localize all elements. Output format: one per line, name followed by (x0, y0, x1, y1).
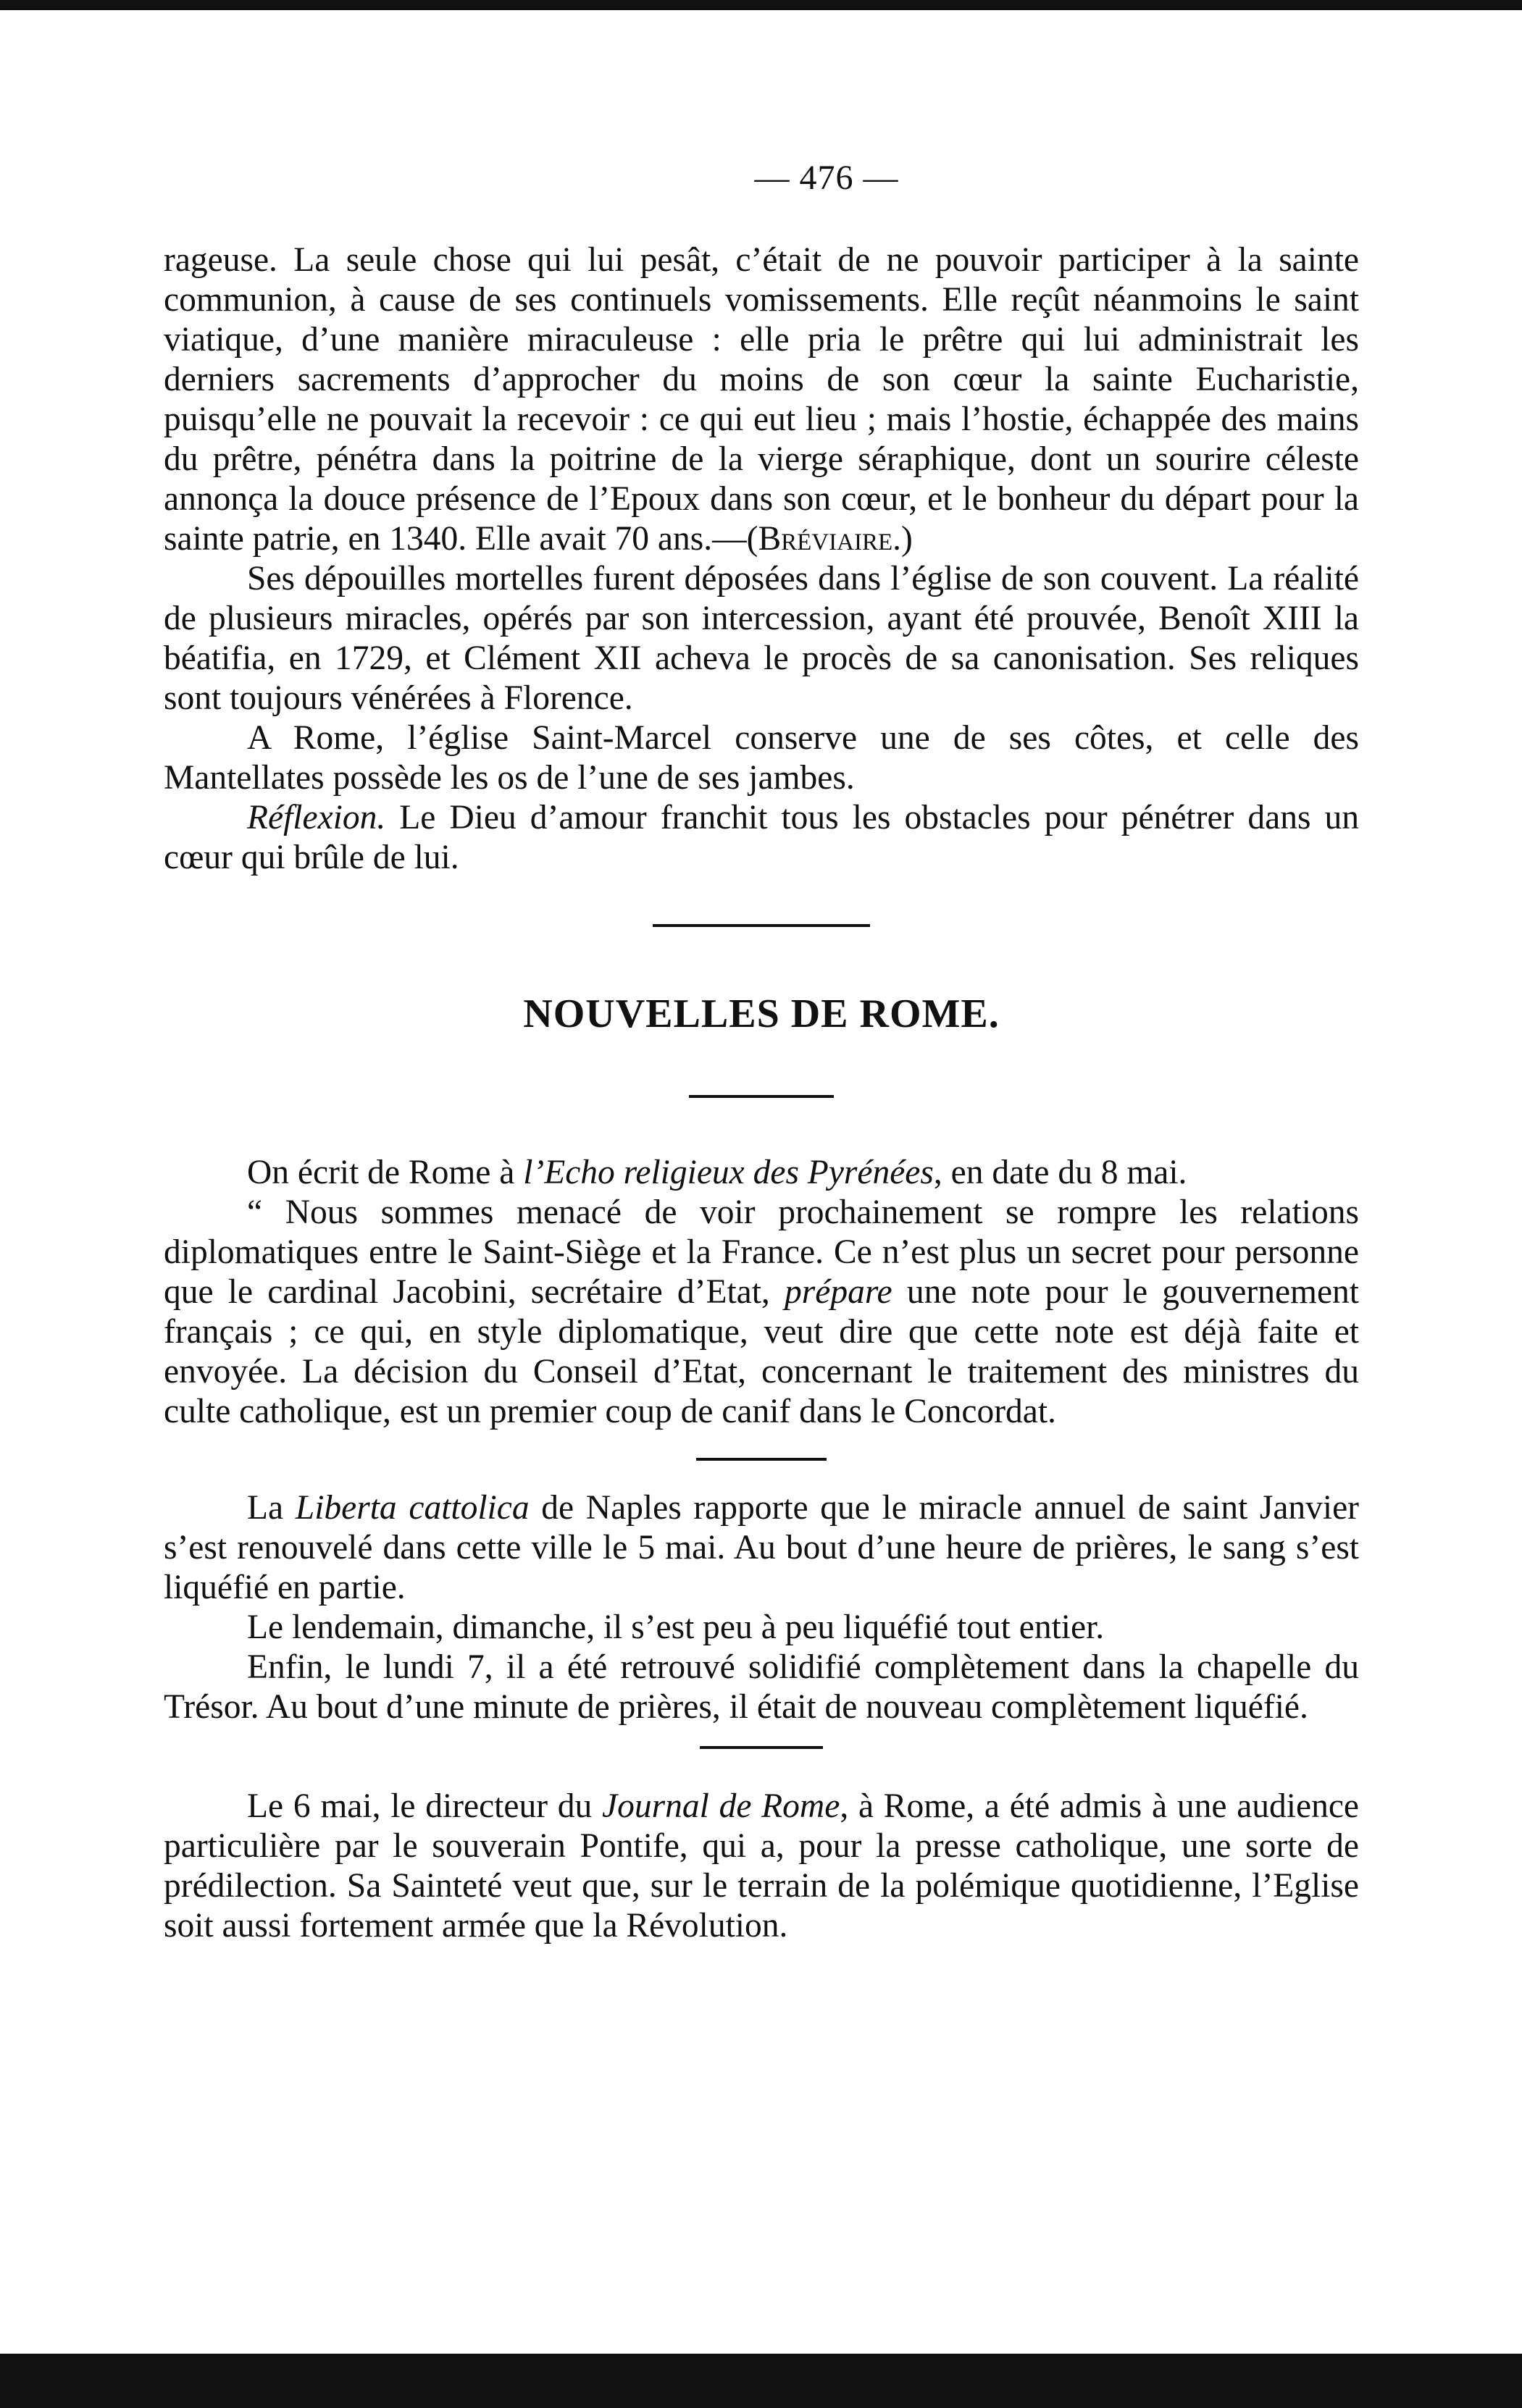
quote-emphasis: prépare (785, 1273, 892, 1311)
source-breviaire: Bréviaire (758, 520, 893, 558)
source-close: .) (892, 520, 913, 558)
paragraph-death-of-saint (164, 240, 1359, 559)
reflexion-text: Le Dieu d’amour franchit tous les obstacles pour pénétrer dans un cœur qui brûle de lui. (164, 799, 1359, 876)
section-title: NOUVELLES DE ROME. (523, 991, 1000, 1036)
news-journal-de-rome (164, 1787, 1359, 1946)
paragraph-text: rageuse. La seule chose qui lui pesât, c’était de ne pouvoir participer à la sainte communion, à cause de ses continuels vomissements. Elle reçût néanmoins le saint viatique, d’une manière miraculeuse : elle pria le prêtre qui lui administrait les derniers sacrements d’approcher du moins de son cœur la sainte Eucharistie, puisqu’elle ne pouvait la recevoir : ce qui eut lieu ; mais l’hostie, échappée des mains du prêtre, pénétra dans la poitrine de la vierge séraphique, dont un sourire céleste annonça la douce présence de l’Epoux dans son cœur, et le bonheur du départ pour la sainte patrie, en 1340. Elle avait 70 ans.—( (164, 241, 1359, 558)
bottom-border-rule (0, 2354, 1522, 2408)
reflexion-label: Réflexion. (247, 799, 386, 836)
separator-rule (689, 1095, 834, 1098)
news-text-end: de Naples rapporte que le miracle annuel de saint Janvier s’est renouvelé dans cette ville le 5 mai. Au bout d’une heure de prières, le sang s’est liquéfié en partie. (164, 1489, 1360, 1606)
quote-text: “ Nous sommes menacé de voir prochainement se rompre les relations diplomatiques entre le Saint-Siège et la France. Ce n’est plus un secret pour personne que le cardinal Jacobini, secrétaire d’Etat, (164, 1193, 1359, 1311)
quote-text-end: une note pour le gouvernement français ; ce qui, en style diplomatique, veut dire que cette note est déjà faite et envoyée. La décision du Conseil d’Etat, concernant le traitement des ministres du culte catholique, est un premier coup de canif dans le Concordat. (164, 1273, 1359, 1430)
intro-date: , en date du 8 mai. (933, 1154, 1187, 1191)
separator-rule (700, 1746, 823, 1749)
paragraph-reflexion (164, 798, 1359, 878)
page-number: — 476 — (754, 159, 899, 197)
page-body (164, 161, 1359, 1946)
journal-name: l’Echo religieux des Pyrénées (523, 1154, 934, 1191)
news-lendemain: Le lendemain, dimanche, il s’est peu à peu liquéfié tout entier. (247, 1608, 1105, 1646)
paragraph-relics: Ses dépouilles mortelles furent déposées dans l’église de son couvent. La réalité de plusieurs miracles, opérés par son intercession, ayant été prouvée, Benoît XIII la béatifia, en 1729, et Clément XII acheva le procès de sa canonisation. Ses reliques sont toujours vénérées à Florence. (164, 560, 1359, 717)
paragraph-rome-churches: A Rome, l’église Saint-Marcel conserve une de ses côtes, et celle des Mantellates possède les os de l’une de ses jambes. (164, 719, 1359, 797)
top-border-rule (0, 0, 1522, 10)
news-lundi: Enfin, le lundi 7, il a été retrouvé solidifié complètement dans la chapelle du Trésor. Au bout d’une minute de prières, il était de nouveau complètement liquéfié. (164, 1648, 1359, 1726)
news-text: Le 6 mai, le directeur du (247, 1787, 603, 1825)
journal-name: Journal de Rome (602, 1787, 840, 1825)
news-text-end: , à Rome, a été admis à une audience particulière par le souverain Pontife, qui a, pour la presse catholique, une sorte de prédilection. Sa Sainteté veut que, sur le terrain de la polémique quotidienne, l’Eglise soit aussi fortement armée que la Révolution. (164, 1787, 1359, 1945)
news-saint-janvier (164, 1488, 1359, 1608)
news-intro-echo (164, 1153, 1359, 1193)
journal-name: Liberta cattolica (295, 1489, 530, 1527)
separator-rule (696, 1458, 827, 1461)
separator-rule (653, 924, 870, 927)
news-text: La (247, 1489, 296, 1527)
news-quote-diplomatic (164, 1193, 1359, 1432)
intro-text: On écrit de Rome à (247, 1154, 524, 1191)
